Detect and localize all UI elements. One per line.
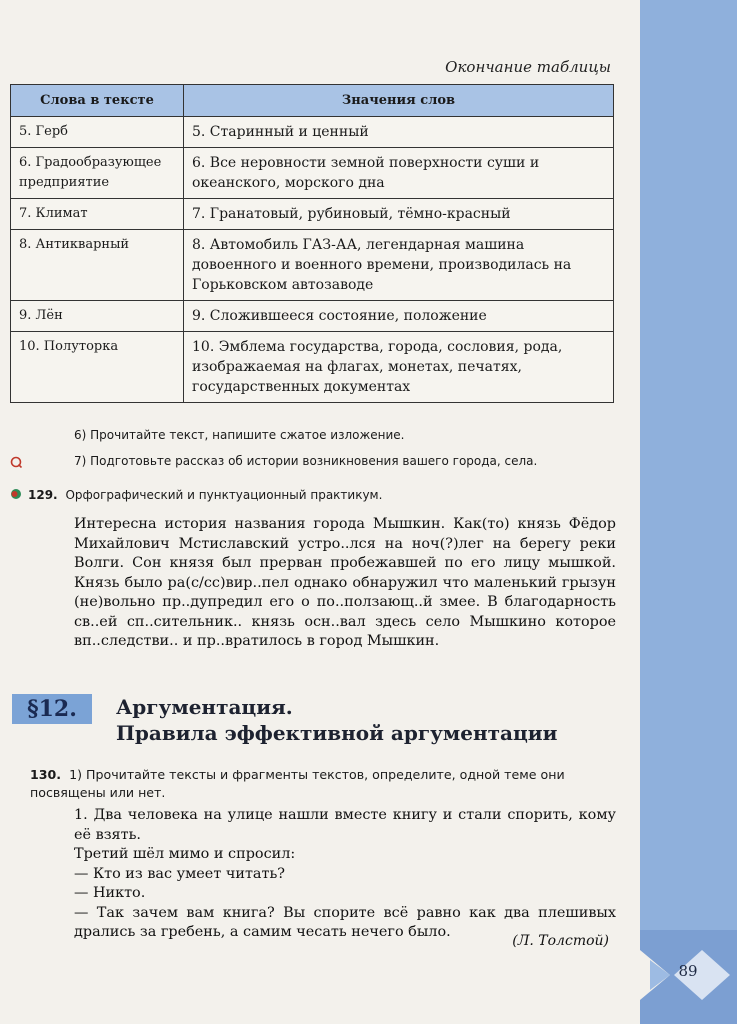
table-cell-meaning: 6. Все неровности земной поверхности суши и океанского, морского дна (184, 148, 614, 199)
text-line: — Никто. (74, 885, 146, 901)
quote-attribution: (Л. Толстой) (512, 933, 609, 949)
table-row (11, 117, 614, 148)
section-number-badge: §12. (12, 694, 92, 724)
exercise-number: 129. (28, 488, 58, 502)
section-title-line-1: Аргументация. (116, 695, 293, 719)
practice-marker-icon (10, 488, 22, 500)
table-cell-meaning: 7. Гранатовый, рубиновый, тёмно-красный (184, 199, 614, 230)
table-cell-word: 6. Градообразующее предприятие (11, 148, 184, 199)
table-row (11, 301, 614, 332)
section-title (116, 694, 557, 746)
table-cell-meaning: 9. Сложившееся состояние, положение (184, 301, 614, 332)
table-cell-word: 9. Лён (11, 301, 184, 332)
section-title-line-2: Правила эффективной аргументации (116, 721, 558, 745)
exercise-number: 130. (30, 767, 62, 782)
table-row (11, 230, 614, 301)
task-6: 6) Прочитайте текст, напишите сжатое изложение. (74, 428, 405, 442)
table-cell-word: 7. Климат (11, 199, 184, 230)
page-edge-band (640, 0, 737, 1024)
exercise-129-header (10, 488, 382, 502)
exercise-instruction: 1) Прочитайте тексты и фрагменты текстов, определите, одной теме они посвящены или нет. (30, 767, 565, 800)
page-number: 89 (678, 962, 698, 980)
text-line: 1. Два человека на улице нашли вместе книгу и стали спорить, кому её взять. (74, 807, 616, 843)
table-cell-word: 10. Полуторка (11, 332, 184, 403)
table-header-row (11, 85, 614, 117)
exercise-title: Орфографический и пунктуационный практикум. (65, 488, 383, 502)
table-cell-meaning: 5. Старинный и ценный (184, 117, 614, 148)
research-marker-icon (10, 456, 22, 468)
words-table (10, 84, 614, 403)
text-line: — Так зачем вам книга? Вы спорите всё равно как два плешивых дрались за гребень, а самим чесать нечего было. (74, 904, 616, 940)
table-header-meanings: Значения слов (184, 85, 614, 117)
table-row (11, 332, 614, 403)
exercise-text-paragraph: Интересна история названия города Мышкин. Как(то) князь Фёдор Михайлович Мстиславский устро..лся на ноч(?)лег на берегу реки Волги. Сон князя был прерван пробежавшей по его лицу мышкой. Князь было ра(с/сс)вир..пел однако обнаружил что маленький грызун (не)вольно пр..дупредил его о по..ползающ..й змее. В благодарность св..ей сп..сительник.. князь осн..вал здесь село Мышкино которое вп..следстви.. и пр..вратилось в город Мышкин. (74, 516, 616, 649)
table-cell-meaning: 8. Автомобиль ГАЗ-АА, легендарная машина довоенного и военного времени, производилась на Горьковском автозаводе (184, 230, 614, 301)
table-row (11, 199, 614, 230)
exercise-130-header (30, 766, 612, 802)
exercise-129-text (74, 515, 616, 652)
table-cell-word: 8. Антикварный (11, 230, 184, 301)
table-row (11, 148, 614, 199)
table-cell-word: 5. Герб (11, 117, 184, 148)
text-line: Третий шёл мимо и спросил: (74, 846, 296, 862)
table-cell-meaning: 10. Эмблема государства, города, сословия, рода, изображаемая на флагах, монетах, печатях, государственных документах (184, 332, 614, 403)
table-header-words: Слова в тексте (11, 85, 184, 117)
exercise-130-text (74, 806, 616, 943)
text-line: — Кто из вас умеет читать? (74, 865, 286, 882)
table-caption: Окончание таблицы (445, 58, 611, 76)
task-7: 7) Подготовьте рассказ об истории возникновения вашего города, села. (74, 454, 538, 468)
